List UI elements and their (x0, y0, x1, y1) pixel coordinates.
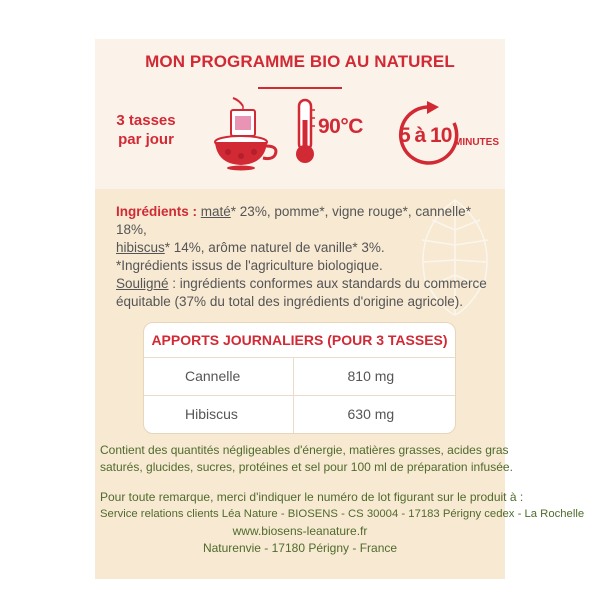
negligible-note (100, 442, 513, 476)
row-value-cannelle: 810 mg (293, 358, 456, 395)
cups-frequency: par jour (118, 131, 174, 148)
daily-intake-header: APPORTS JOURNALIERS (POUR 3 TASSES) (144, 323, 455, 358)
ingredient-hibiscus: hibiscus (116, 240, 165, 255)
ingredients-line2 (116, 239, 500, 257)
ingredients-list-2: * 14%, arôme naturel de vanille* 3%. (164, 240, 385, 255)
organic-note: *Ingrédients issus de l'agriculture biologique. (116, 258, 383, 273)
contact-website: www.biosens-leanature.fr (232, 524, 368, 538)
brew-time: 5 à 10 (399, 124, 452, 147)
fair-trade-label: Souligné (116, 276, 169, 291)
contact-address: Naturenvie - 17180 Périgny - France (202, 541, 398, 555)
brew-temperature: 90°C (318, 115, 363, 138)
ingredients-line1 (116, 203, 500, 239)
ingredient-mate: maté (200, 204, 231, 219)
cups-per-day (100, 111, 192, 149)
program-title: MON PROGRAMME BIO AU NATUREL (145, 52, 455, 71)
fair-trade-text-2: équitable (37% du total des ingrédients d'origine agricole). (116, 294, 464, 309)
fair-trade-text-1: : ingrédients conformes aux standards du commerce (168, 276, 487, 291)
thermometer-icon (293, 98, 317, 166)
row-name-cannelle: Cannelle (185, 368, 241, 384)
negligible-line1: Contient des quantités négligeables d'énergie, matières grasses, acides gras (100, 443, 509, 457)
ingredients-block (116, 203, 500, 311)
daily-intake-table (143, 322, 456, 434)
contact-line1: Pour toute remarque, merci d'indiquer le numéro de lot figurant sur le produit à : (100, 490, 524, 504)
brew-time-unit: MINUTES (454, 137, 499, 148)
ingredients-label: Ingrédients : (116, 204, 198, 219)
fair-trade-note (116, 275, 500, 293)
ingredients-list-1: * 23%, pomme*, vigne rouge*, cannelle* 18%, (116, 204, 471, 237)
row-name-hibiscus: Hibiscus (185, 406, 238, 422)
title-divider (258, 87, 342, 89)
table-row (144, 358, 455, 396)
cups-count: 3 tasses (116, 112, 176, 129)
contact-line2: Service relations clients Léa Nature - BIOSENS - CS 30004 - 17183 Périgny cedex - La Rochelle (100, 508, 585, 520)
teacup-icon (203, 94, 283, 172)
negligible-line2: saturés, glucides, sucres, protéines et sel pour 100 ml de préparation infusée. (100, 460, 513, 474)
contact-block (100, 489, 585, 557)
row-value-hibiscus: 630 mg (293, 396, 456, 433)
table-row (144, 396, 455, 433)
